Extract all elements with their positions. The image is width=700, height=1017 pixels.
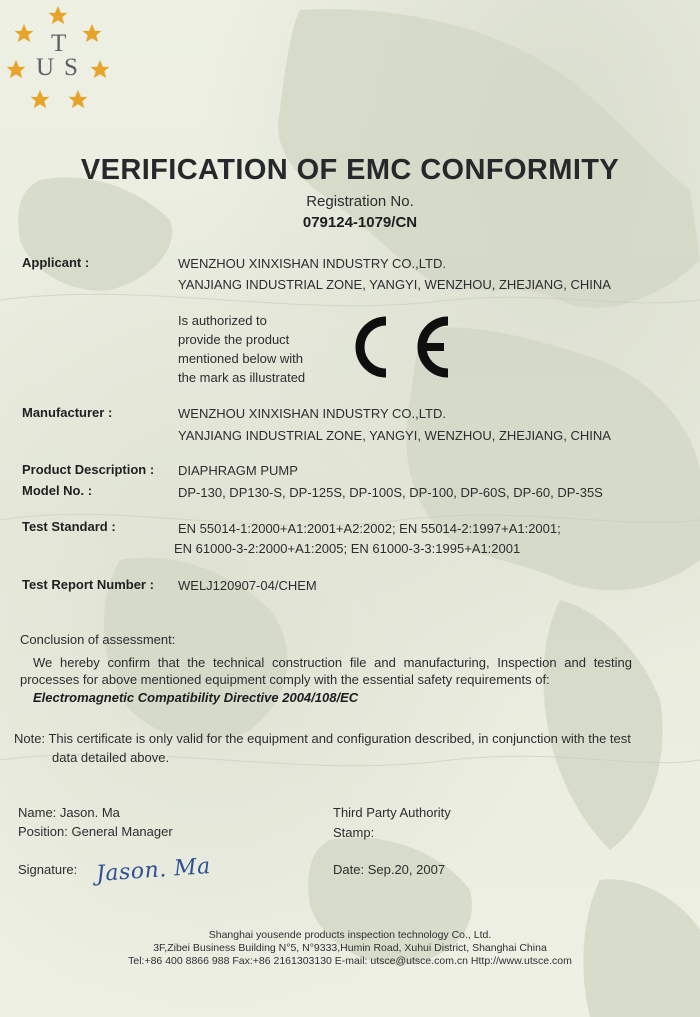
date-label: Date: <box>333 862 365 877</box>
name-value: Jason. Ma <box>59 805 120 820</box>
note-line-1: Note: This certificate is only valid for the equipment and configuration described, in conjunction with the test <box>14 731 631 746</box>
authorization-line-1: Is authorized to <box>178 313 267 328</box>
footer-company: Shanghai yousende products inspection technology Co., Ltd. <box>208 929 492 941</box>
test-standard-line-2: EN 61000-3-2:2000+A1:2005; EN 61000-3-3:1995+A1:2001 <box>174 541 521 556</box>
product-description: DIAPHRAGM PUMP <box>178 463 298 478</box>
applicant-label: Applicant : <box>22 255 90 270</box>
test-standard-line-1: EN 55014-1:2000+A1:2001+A2:2002; EN 55014-2:1997+A1:2001; <box>178 521 561 536</box>
test-report-label: Test Report Number : <box>22 577 154 592</box>
stamp-label: Stamp: <box>333 825 375 840</box>
ce-mark <box>350 311 455 383</box>
test-standard-label: Test Standard : <box>22 519 116 534</box>
note-line-2: data detailed above. <box>52 750 170 765</box>
signature-label: Signature: <box>18 862 78 877</box>
test-report-number: WELJ120907-04/CHEM <box>178 578 317 593</box>
certificate-title: VERIFICATION OF EMC CONFORMITY <box>80 154 620 186</box>
tus-logo <box>2 2 114 114</box>
applicant-name: WENZHOU XINXISHAN INDUSTRY CO.,LTD. <box>178 256 446 271</box>
footer-address: 3F,Zibei Business Building N°5, N°9333,Humin Road, Xuhui District, Shanghai China <box>153 942 547 954</box>
conclusion-text <box>20 654 632 688</box>
logo-stars <box>2 2 114 114</box>
position-field <box>18 824 173 839</box>
manufacturer-label: Manufacturer : <box>22 405 113 420</box>
validity-note <box>14 729 634 767</box>
manufacturer-name: WENZHOU XINXISHAN INDUSTRY CO.,LTD. <box>178 406 446 421</box>
logo-letter-t: T <box>51 30 67 57</box>
authority-title: Third Party Authority <box>333 805 451 820</box>
registration-number: 079124-1079/CN <box>302 214 418 231</box>
manufacturer-address: YANJIANG INDUSTRIAL ZONE, YANGYI, WENZHOU, ZHEJIANG, CHINA <box>178 428 611 443</box>
authorization-line-4: the mark as illustrated <box>178 370 306 385</box>
conclusion-line-2: processes for above mentioned equipment comply with the essential safety requirements of: <box>20 672 550 687</box>
registration-label: Registration No. <box>306 193 414 210</box>
model-numbers: DP-130, DP130-S, DP-125S, DP-100S, DP-100, DP-60S, DP-60, DP-35S <box>178 485 603 500</box>
date-value: Sep.20, 2007 <box>367 862 446 877</box>
position-label: Position: <box>18 824 68 839</box>
applicant-address: YANJIANG INDUSTRIAL ZONE, YANGYI, WENZHOU, ZHEJIANG, CHINA <box>178 277 611 292</box>
conclusion-line-1: We hereby confirm that the technical construction file and manufacturing, Inspection and testing <box>33 655 632 670</box>
authorization-line-3: mentioned below with <box>178 351 304 366</box>
name-label: Name: <box>18 805 57 820</box>
logo-letter-u: U <box>36 54 55 81</box>
conclusion-heading: Conclusion of assessment: <box>20 632 176 647</box>
footer-contact: Tel:+86 400 8866 988 Fax:+86 2161303130 E-mail: utsce@utsce.com.cn Http://www.utsce.com <box>128 955 572 967</box>
handwritten-signature: Jason. Ma <box>95 854 212 887</box>
product-description-label: Product Description : <box>22 462 155 477</box>
name-field <box>18 805 120 820</box>
authorization-line-2: provide the product <box>178 332 290 347</box>
logo-letter-s: S <box>64 54 78 81</box>
date-field <box>333 862 445 877</box>
directive-reference: Electromagnetic Compatibility Directive 2004/108/EC <box>33 690 359 705</box>
position-value: General Manager <box>71 824 173 839</box>
model-label: Model No. : <box>22 483 93 498</box>
